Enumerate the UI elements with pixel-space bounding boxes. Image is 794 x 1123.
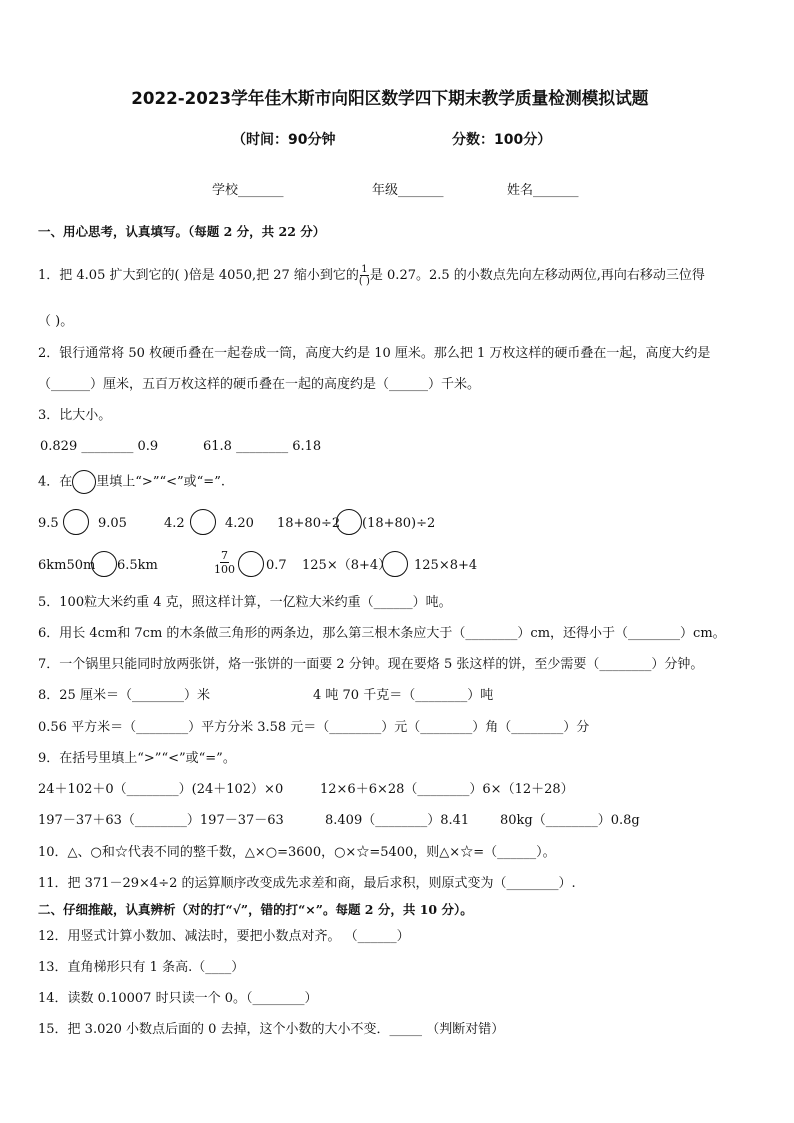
question-8-c: 0.56 平方米＝（________）平方分米 3.58 元＝（________）元（________）角（________）分 (38, 720, 590, 735)
exam-time: （时间：90分钟 (232, 132, 336, 148)
question-1 (38, 264, 705, 287)
section-1-heading: 一、用心思考，认真填写。（每题 2 分，共 22 分） (38, 224, 326, 239)
q4-r1-a-left: 9.5 (38, 516, 59, 531)
comparison-circle (72, 470, 96, 494)
question-9-d: 8.409（________）8.41 (325, 813, 470, 828)
school-field: 学校_______ (212, 183, 284, 198)
fraction-7-numerator: 7 (221, 549, 228, 562)
q4-r2-a-right: 6.5km (117, 558, 158, 573)
grade-field: 年级_______ (372, 183, 444, 198)
question-11: 11．把 371－29×4÷2 的运算顺序改变成先求差和商，最后求积，则原式变为（________）. (38, 876, 576, 891)
question-9-label: 9．在括号里填上“>”“<”或“=”。 (38, 751, 236, 766)
q4-r2-a-left: 6km50m (38, 558, 96, 573)
fraction-denominator: ( ) (358, 276, 370, 287)
q4-r2-c-left: 125×（8+4） (302, 558, 392, 573)
fraction-numerator: 1 (361, 264, 368, 275)
question-3-b: 61.8 ________ 6.18 (203, 439, 322, 454)
q4-r2-b-right: 0.7 (266, 558, 287, 573)
q4-r1-a-circle[interactable] (63, 509, 89, 535)
question-1-part1: 1．把 4.05 扩大到它的( )倍是 4050,把 27 缩小到它的 (38, 268, 359, 283)
question-12: 12．用竖式计算小数加、减法时，要把小数点对齐。 （______） (38, 929, 410, 944)
question-2-line2: （______）厘米，五百万枚这样的硬币叠在一起的高度约是（______）千米。 (38, 377, 481, 392)
question-1-line2: （ )。 (38, 314, 74, 329)
question-8-a: 8．25 厘米＝（________）米 (38, 688, 210, 703)
question-9-a: 24＋102＋0（________）(24＋102）×0 (38, 782, 284, 797)
question-4-label-pre: 4．在 (38, 474, 73, 490)
question-4-label-post: 里填上“>”“<”或“=”. (96, 474, 225, 490)
question-10: 10．△、○和☆代表不同的整千数，△×○=3600，○×☆=5400，则△×☆=（______）。 (38, 845, 556, 860)
fraction-one-over-blank (359, 264, 370, 287)
q4-r1-b-circle[interactable] (190, 509, 216, 535)
question-13: 13．直角梯形只有 1 条高.（____） (38, 960, 245, 975)
question-15: 15．把 3.020 小数点后面的 0 去掉，这个小数的大小不变．_____ （判断对错） (38, 1022, 505, 1037)
name-field: 姓名_______ (507, 183, 579, 198)
question-8-b: 4 吨 70 千克＝（________）吨 (313, 688, 494, 703)
question-2-line1: 2．银行通常将 50 枚硬币叠在一起卷成一筒，高度大约是 10 厘米。那么把 1 万枚这样的硬币叠在一起，高度大约是 (38, 346, 711, 361)
question-9-b: 12×6＋6×28（________）6×（12＋28） (320, 782, 574, 797)
q4-r1-b-left: 4.2 (164, 516, 185, 531)
question-1-part2: 是 0.27。2.5 的小数点先向左移动两位,再向右移动三位得 (369, 268, 705, 283)
question-7: 7．一个锅里只能同时放两张饼，烙一张饼的一面要 2 分钟。现在要烙 5 张这样的饼，至少需要（________）分钟。 (38, 657, 704, 672)
q4-r2-b-circle[interactable] (238, 551, 264, 577)
question-3-a: 0.829 ________ 0.9 (40, 439, 159, 454)
section-2-heading: 二、仔细推敲，认真辨析（对的打“√”，错的打“×”。每题 2 分，共 10 分）。 (38, 902, 473, 917)
question-14: 14．读数 0.10007 时只读一个 0。（________） (38, 991, 318, 1006)
question-3-label: 3．比大小。 (38, 408, 112, 423)
exam-score: 分数：100分） (452, 132, 552, 148)
fraction-100-denominator: 100 (214, 563, 235, 576)
q4-r1-c-right: (18+80)÷2 (362, 516, 436, 531)
question-5: 5．100粒大米约重 4 克，照这样计算，一亿粒大米约重（______）吨。 (38, 595, 452, 610)
q4-r1-b-right: 4.20 (225, 516, 254, 531)
q4-r1-c-left: 18+80÷2 (277, 516, 341, 531)
q4-r1-c-circle[interactable] (336, 509, 362, 535)
q4-r2-b-fraction (214, 549, 235, 576)
q4-r1-a-right: 9.05 (98, 516, 127, 531)
q4-r2-c-right: 125×8+4 (414, 558, 478, 573)
question-6: 6．用长 4cm和 7cm 的木条做三角形的两条边，那么第三根木条应大于（________）cm，还得小于（________）cm。 (38, 626, 726, 641)
question-9-c: 197－37＋63（________）197－37－63 (38, 813, 284, 828)
q4-r2-c-circle[interactable] (382, 551, 408, 577)
q4-r2-a-circle[interactable] (91, 551, 117, 577)
page-title: 2022-2023学年佳木斯市向阳区数学四下期末教学质量检测模拟试题 (131, 89, 649, 109)
question-4-label (38, 470, 225, 494)
question-9-e: 80kg（________）0.8g (500, 813, 640, 828)
